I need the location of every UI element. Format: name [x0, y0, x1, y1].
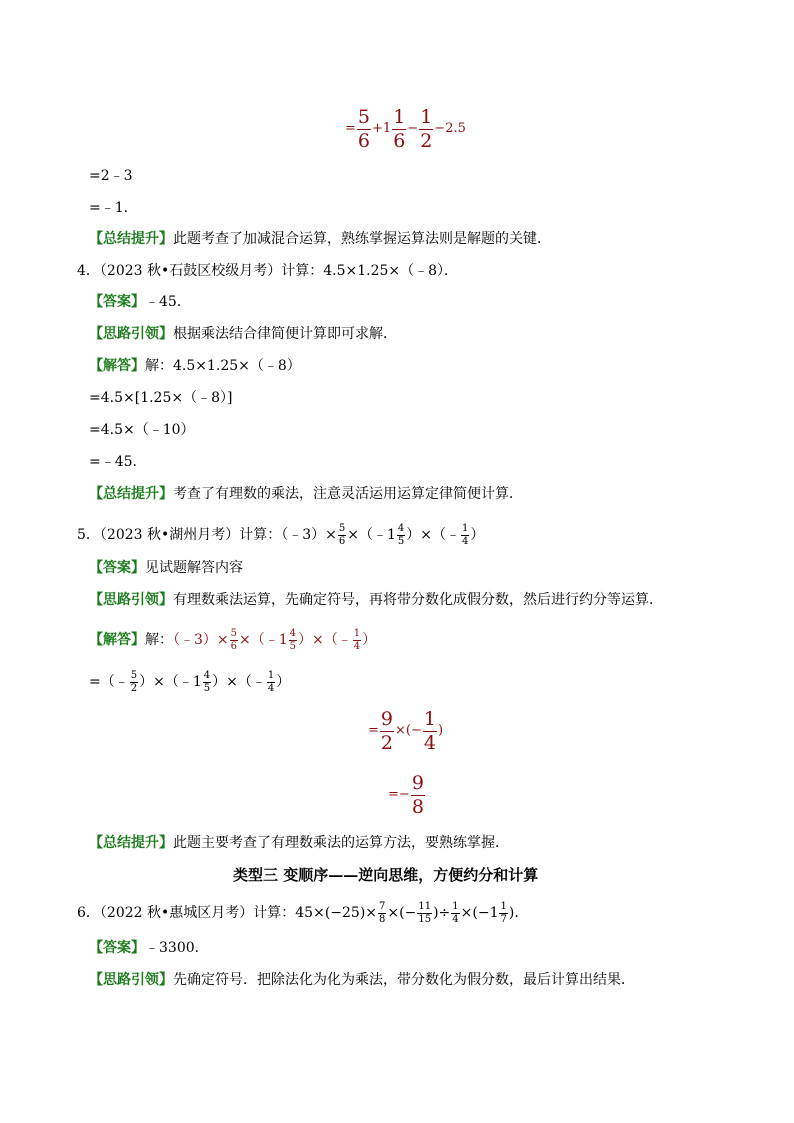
summary-line: 【总结提升】考查了有理数的乘法，注意灵活运用运算定律简便计算．: [89, 486, 523, 502]
answer-label: 【答案】: [89, 560, 145, 576]
calc-line-fractions: = $\frac{5}{6}$ +1 $\frac{1}{6}$ − $\frac{1}{2}$ −2.5: [345, 105, 466, 152]
calc-line: =（﹣ $\frac{5}{2}$ ）×（﹣1 $\frac{4}{5}$ ）×（﹣ $\frac{1}{4}$ ）: [89, 669, 291, 694]
calc-line: =2﹣3: [89, 168, 133, 184]
question-6-header: 6．（2022 秋•惠城区月考）计算：45×(−25)× $\frac{7}{8}$ ×(− $\frac{11}{15}$ )÷ $\frac{1}{4}$ ×(−1 $\frac{1}{7}$ )．: [77, 900, 529, 925]
calc-line: =﹣1．: [89, 200, 138, 216]
calc-line: =4.5×[1.25×（﹣8）]: [89, 390, 233, 406]
answer-line: 【答案】见试题解答内容: [89, 560, 243, 576]
answer-label: 【答案】: [89, 294, 145, 310]
fraction-1-6: $\frac{1}{6}$: [393, 105, 406, 152]
fraction-1-2: $\frac{1}{2}$: [420, 105, 433, 152]
idea-label: 【思路引领】: [89, 592, 173, 608]
answer-line: 【答案】﹣3300．: [89, 940, 209, 956]
section-title: 类型三 变顺序——逆向思维，方便约分和计算: [233, 866, 539, 884]
solution-label: 【解答】: [89, 632, 145, 648]
solution-line: 【解答】解：4.5×1.25×（﹣8）: [89, 358, 301, 374]
idea-line: 【思路引领】根据乘法结合律简便计算即可求解．: [89, 326, 397, 342]
calc-line-fractions: =− $\frac{9}{8}$: [388, 771, 424, 818]
answer-line: 【答案】﹣45．: [89, 294, 191, 310]
idea-line: 【思路引领】先确定符号．把除法化为化为乘法，带分数化为假分数，最后计算出结果．: [89, 972, 635, 988]
idea-label: 【思路引领】: [89, 326, 173, 342]
calc-line-fractions: = $\frac{9}{2}$ ×(− $\frac{1}{4}$ ): [368, 707, 444, 754]
summary-line: 【总结提升】此题考查了加减混合运算，熟练掌握运算法则是解题的关键．: [89, 231, 551, 247]
question-4-header: 4．（2023 秋•石鼓区校级月考）计算：4.5×1.25×（﹣8）．: [77, 263, 459, 279]
summary-label: 【总结提升】: [89, 835, 173, 851]
summary-label: 【总结提升】: [89, 231, 173, 247]
summary-line: 【总结提升】此题主要考查了有理数乘法的运算方法，要熟练掌握．: [89, 835, 509, 851]
summary-label: 【总结提升】: [89, 486, 173, 502]
solution-line: 【解答】解：（﹣3）× $\frac{5}{6}$ ×（﹣1 $\frac{4}{5}$ ）×（﹣ $\frac{1}{4}$ ）: [89, 627, 377, 652]
fraction-5-6: $\frac{5}{6}$: [357, 105, 370, 152]
calc-line: =﹣45．: [89, 454, 147, 470]
idea-label: 【思路引领】: [89, 972, 173, 988]
calc-line: =4.5×（﹣10）: [89, 422, 195, 438]
solution-label: 【解答】: [89, 358, 145, 374]
answer-label: 【答案】: [89, 940, 145, 956]
idea-line: 【思路引领】有理数乘法运算，先确定符号，再将带分数化成假分数，然后进行约分等运算．: [89, 592, 663, 608]
question-5-header: 5．（2023 秋•湖州月考）计算：（﹣3）× $\frac{5}{6}$ ×（﹣1 $\frac{4}{5}$ ）×（﹣ $\frac{1}{4}$ ）: [77, 522, 485, 547]
